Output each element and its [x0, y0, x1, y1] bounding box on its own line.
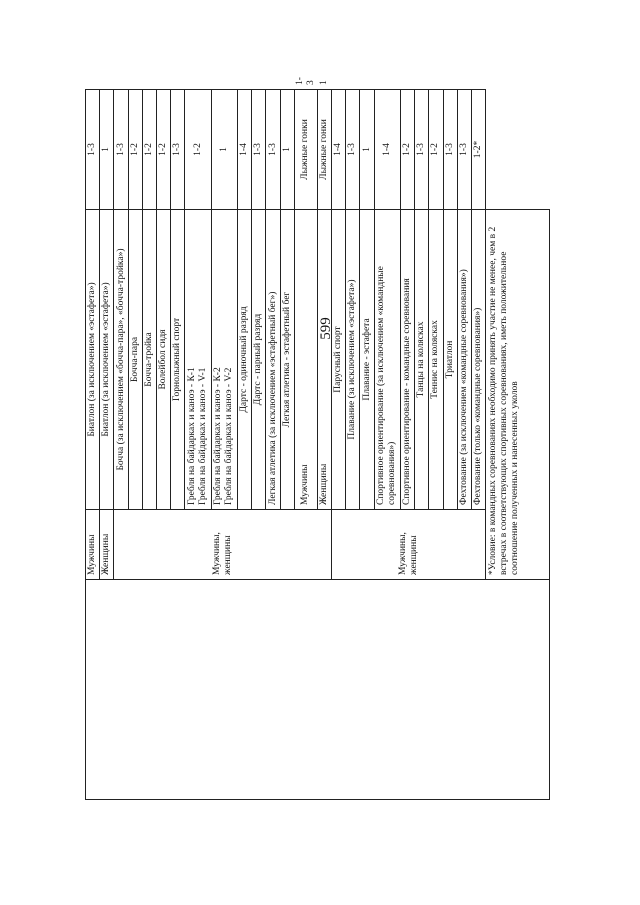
range-cell: 1-3	[443, 90, 457, 210]
event-cell: Танцы на колясках	[415, 210, 429, 510]
event-cell: Бочча-пара	[128, 210, 142, 510]
gender-cell: Женщины	[317, 210, 331, 510]
range-cell: 1	[100, 90, 114, 210]
event-cell: Спортивное ориентирование (за исключением «командные соревнования»)	[374, 210, 400, 510]
range-cell: 1-3	[266, 90, 280, 210]
gender-cell: Мужчины	[86, 510, 100, 580]
event-cell: Бочча (за исключением «бочча-пара», «бочча-тройка»)	[114, 210, 128, 510]
range-cell: 1-3	[86, 90, 100, 210]
blank-column-cell	[86, 580, 550, 800]
table-row: Женщины Лыжные гонки 1	[317, 90, 331, 800]
event-cell: Волейбол сидя	[156, 210, 170, 510]
event-cell: Дартс - одиночный разряд	[238, 210, 252, 510]
event-cell: Дартс - парный разряд	[252, 210, 266, 510]
event-cell: Горнолыжный спорт	[171, 210, 185, 510]
range-cell: 1-4	[238, 90, 252, 210]
range-cell: 1-2	[429, 90, 443, 210]
event-cell: Фехтование (только «командные соревнования»)	[471, 210, 485, 510]
range-cell: 1-2*	[471, 90, 485, 210]
gender-cell: Мужчины, женщины	[114, 510, 332, 580]
sports-table	[85, 77, 550, 800]
event-line: Гребля на байдарках и каноэ - К-1	[187, 367, 198, 505]
event-cell	[185, 210, 211, 510]
gender-cell: Женщины	[100, 510, 114, 580]
event-cell: Триатлон	[443, 210, 457, 510]
event-cell: Лыжные гонки	[317, 90, 331, 210]
event-line: Гребля на байдарках и каноэ - К-2	[213, 367, 224, 505]
note-cell: *Условие: в командных соревнованиях необходимо принять участие не менее, чем в 2 встречах в соответствующих спортивных соревнованиях, иметь положительное соотношение полученных и нанесенных уколов	[486, 210, 550, 580]
table-row	[86, 90, 100, 800]
event-cell: Плавание (за исключением «эстафета»)	[346, 210, 360, 510]
range-cell: 1-2	[142, 90, 156, 210]
gender-cell: Мужчины	[294, 210, 317, 510]
range-cell: 1-2	[400, 90, 414, 210]
event-cell: Бочча-тройка	[142, 210, 156, 510]
table-row: Мужчины Лыжные гонки 1-3	[294, 90, 317, 800]
range-cell: 1	[360, 90, 374, 210]
range-cell: 1	[280, 90, 294, 210]
event-cell: Теннис на колясках	[429, 210, 443, 510]
range-cell: 1-3	[114, 90, 128, 210]
event-line: Гребля на байдарках и каноэ - V-2	[224, 367, 235, 505]
range-cell: 1-2	[185, 90, 211, 210]
event-cell: Легкая атлетика (за исключением «эстафетный бег»)	[266, 210, 280, 510]
event-cell	[211, 210, 237, 510]
range-cell: 1-3	[252, 90, 266, 210]
range-cell: 1-2	[128, 90, 142, 210]
event-cell: Биатлон (за исключением «эстафета»)	[86, 210, 100, 510]
event-line: Гребля на байдарках и каноэ - V-1	[197, 367, 208, 505]
gender-cell: Мужчины, женщины	[332, 510, 486, 580]
range-cell: 1-3	[346, 90, 360, 210]
event-cell: Лыжные гонки	[294, 90, 317, 210]
range-cell: 1-2	[156, 90, 170, 210]
event-cell: Легкая атлетика - эстафетный бег	[280, 210, 294, 510]
event-cell: Биатлон (за исключением «эстафета»)	[100, 210, 114, 510]
range-cell: 1-4	[332, 90, 346, 210]
event-cell: Фехтование (за исключением «командные соревнования»)	[457, 210, 471, 510]
event-cell: Плавание - эстафета	[360, 210, 374, 510]
range-cell: 1	[211, 90, 237, 210]
rotated-table	[85, 77, 550, 800]
event-cell: Спортивное ориентирование - командные соревнования	[400, 210, 414, 510]
event-cell: Парусный спорт	[332, 210, 346, 510]
table-container	[85, 77, 550, 800]
range-cell: 1-3	[171, 90, 185, 210]
range-cell: 1-4	[374, 90, 400, 210]
range-cell: 1-3	[457, 90, 471, 210]
range-cell: 1-3	[415, 90, 429, 210]
page-number: 599	[317, 317, 334, 340]
